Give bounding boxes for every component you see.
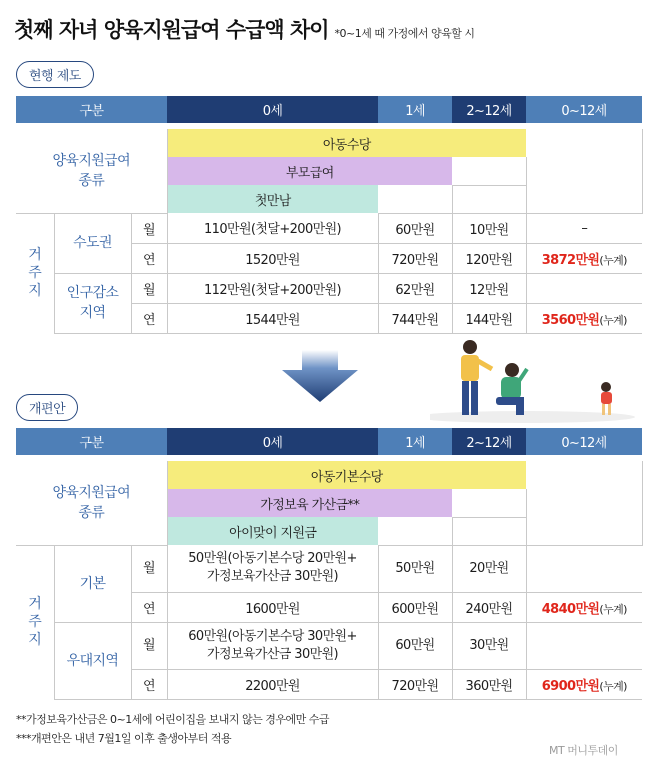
cell-age0: 1520만원 xyxy=(167,243,378,273)
cell-age1: 600만원 xyxy=(378,592,452,622)
reform-badge: 개편안 xyxy=(16,394,78,421)
cell-age1: 60만원 xyxy=(378,213,452,243)
cell-age1: 60만원 xyxy=(378,622,452,669)
cell-age1: 720만원 xyxy=(378,243,452,273)
total-suffix: (누계) xyxy=(599,313,627,327)
region-preferred: 우대지역 xyxy=(54,622,131,699)
cell-age0: 112만원(첫달+200만원) xyxy=(167,273,378,303)
period-yearly: 연 xyxy=(131,669,167,699)
cell-age1: 50만원 xyxy=(378,545,452,592)
cell-age0: 110만원(첫달+200만원) xyxy=(167,213,378,243)
footnotes xyxy=(16,710,329,748)
cell-age2-12: 10만원 xyxy=(452,213,526,243)
cell-age2-12: 12만원 xyxy=(452,273,526,303)
total-amount: 3872만원 xyxy=(541,252,600,268)
total-suffix: (누계) xyxy=(599,679,627,693)
bar-first-meeting: 첫만남 xyxy=(167,185,378,213)
total-amount: 3560만원 xyxy=(541,312,600,328)
cell-age2-12: 240만원 xyxy=(452,592,526,622)
reform-table xyxy=(16,428,643,700)
bar-parent-benefit: 부모급여 xyxy=(167,157,452,185)
period-yearly: 연 xyxy=(131,303,167,333)
cell-total xyxy=(526,243,642,273)
period-yearly: 연 xyxy=(131,592,167,622)
total-suffix: (누계) xyxy=(599,602,627,616)
cell-age1: 720만원 xyxy=(378,669,452,699)
bar-child-basic-allowance: 아동기본수당 xyxy=(167,461,526,489)
page-title: 첫째 자녀 양육지원급여 수급액 차이 xyxy=(14,18,329,42)
cell-age2-12: 120만원 xyxy=(452,243,526,273)
total-suffix: (누계) xyxy=(599,253,627,267)
title-row xyxy=(14,14,475,44)
header-age2-12: 2~12세 xyxy=(452,96,526,123)
current-system-badge: 현행 제도 xyxy=(16,61,94,88)
publisher-logo: MT 머니투데이 xyxy=(549,744,618,757)
bar-baby-welcome-grant: 아이맞이 지원금 xyxy=(167,517,378,545)
footnote: ***개편안은 내년 7월1일 이후 출생아부터 적용 xyxy=(16,732,232,745)
total-amount: 6900만원 xyxy=(541,678,600,694)
bar-child-allowance: 아동수당 xyxy=(167,129,526,157)
header-age0: 0세 xyxy=(167,96,378,123)
cell-age0: 1544만원 xyxy=(167,303,378,333)
period-yearly: 연 xyxy=(131,243,167,273)
header-age0-12: 0~12세 xyxy=(526,96,642,123)
cell-age0: 1600만원 xyxy=(167,592,378,622)
header-age0: 0세 xyxy=(167,428,378,455)
residence-label: 거 주 지 xyxy=(16,545,54,699)
cell-age0: 2200만원 xyxy=(167,669,378,699)
cell-total xyxy=(526,545,642,592)
period-monthly: 월 xyxy=(131,545,167,592)
family-illustration xyxy=(430,335,645,425)
residence-label: 거 주 지 xyxy=(16,213,54,333)
header-category: 구분 xyxy=(16,96,167,123)
footnote: **가정보육가산금은 0~1세에 어린이집을 보내지 않는 경우에만 수급 xyxy=(16,713,329,726)
total-plain: – xyxy=(581,220,588,236)
cell-age2-12: 360만원 xyxy=(452,669,526,699)
cell-total xyxy=(526,669,642,699)
cell-age2-12: 30만원 xyxy=(452,622,526,669)
down-arrow-icon xyxy=(282,350,358,402)
cell-total xyxy=(526,213,642,243)
cell-total xyxy=(526,622,642,669)
cell-total xyxy=(526,592,642,622)
cell-age2-12: 144만원 xyxy=(452,303,526,333)
benefit-type-label: 양육지원급여 종류 xyxy=(16,129,167,213)
region-metro: 수도권 xyxy=(54,213,131,273)
header-age0-12: 0~12세 xyxy=(526,428,642,455)
current-table xyxy=(16,96,643,334)
header-age2-12: 2~12세 xyxy=(452,428,526,455)
total-amount: 4840만원 xyxy=(541,601,600,617)
header-age1: 1세 xyxy=(378,96,452,123)
period-monthly: 월 xyxy=(131,213,167,243)
cell-total xyxy=(526,303,642,333)
period-monthly: 월 xyxy=(131,622,167,669)
header-age1: 1세 xyxy=(378,428,452,455)
benefit-type-label: 양육지원급여 종류 xyxy=(16,461,167,545)
title-note: *0~1세 때 가정에서 양육할 시 xyxy=(334,27,475,40)
cell-age1: 62만원 xyxy=(378,273,452,303)
cell-age2-12: 20만원 xyxy=(452,545,526,592)
bar-home-care-bonus: 가정보육 가산금** xyxy=(167,489,452,517)
cell-age0: 60만원(아동기본수당 30만원+ 가정보육가산금 30만원) xyxy=(167,622,378,669)
cell-age1: 744만원 xyxy=(378,303,452,333)
cell-age0: 50만원(아동기본수당 20만원+ 가정보육가산금 30만원) xyxy=(167,545,378,592)
period-monthly: 월 xyxy=(131,273,167,303)
region-basic: 기본 xyxy=(54,545,131,622)
cell-total xyxy=(526,273,642,303)
region-depopulation: 인구감소 지역 xyxy=(54,273,131,333)
header-category: 구분 xyxy=(16,428,167,455)
